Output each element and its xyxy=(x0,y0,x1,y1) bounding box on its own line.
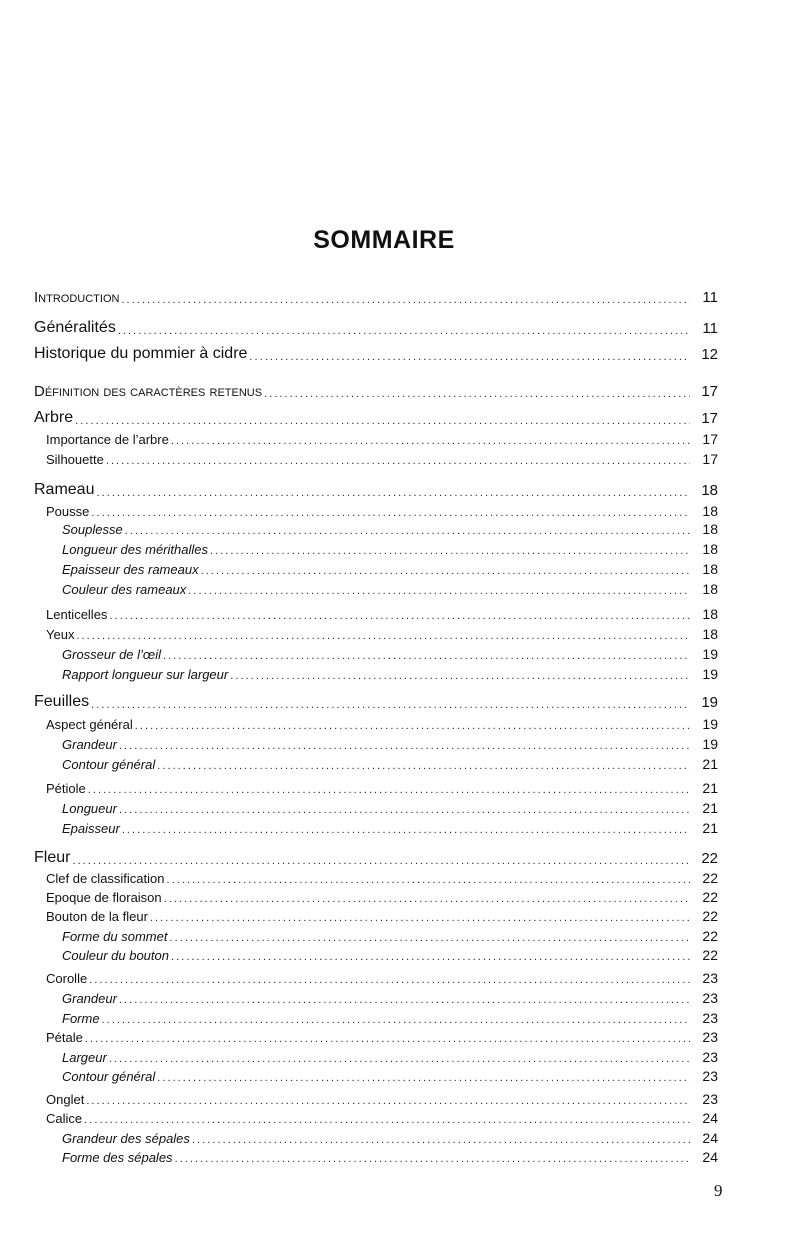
toc-entry-label: Souplesse xyxy=(62,522,123,537)
toc-entry[interactable] xyxy=(46,1104,718,1126)
toc-entry-label: Grandeur xyxy=(62,737,117,752)
toc-entry-page: 24 xyxy=(702,1110,718,1126)
toc-entry[interactable] xyxy=(46,1023,718,1045)
toc-entry-label: Contour général xyxy=(62,1069,156,1084)
toc-entry-page: 17 xyxy=(701,383,718,400)
dot-leader xyxy=(175,1153,690,1165)
toc-entry[interactable] xyxy=(62,984,718,1006)
toc-entry-label: Historique du pommier à cidre xyxy=(34,345,248,362)
toc-entry-page: 22 xyxy=(701,850,718,867)
toc-entry-page: 23 xyxy=(702,990,718,1006)
toc-entry[interactable] xyxy=(34,689,718,711)
toc-entry-page: 19 xyxy=(701,694,718,711)
toc-entry-label: Forme du sommet xyxy=(62,929,168,944)
dot-leader xyxy=(106,455,690,467)
toc-entry-label: Largeur xyxy=(62,1050,107,1065)
toc-entry-page: 17 xyxy=(701,410,718,427)
toc-entry-label: Rameau xyxy=(34,481,95,498)
toc-entry-label: Grosseur de l’œil xyxy=(62,647,161,662)
toc-entry[interactable] xyxy=(46,620,718,642)
toc-entry[interactable] xyxy=(46,902,718,924)
toc-entry-label: Pétale xyxy=(46,1030,83,1045)
page-title: SOMMAIRE xyxy=(313,226,455,254)
toc-entry[interactable] xyxy=(34,284,718,306)
toc-entry-page: 19 xyxy=(702,716,718,732)
toc-entry-label: Pétiole xyxy=(46,781,86,796)
toc-entry-page: 22 xyxy=(702,947,718,963)
toc-entry-page: 12 xyxy=(701,346,718,363)
toc-entry-page: 23 xyxy=(702,970,718,986)
toc-entry-page: 18 xyxy=(702,503,718,519)
toc-entry-page: 23 xyxy=(702,1049,718,1065)
toc-entry-page: 21 xyxy=(702,820,718,836)
toc-entry-label: Calice xyxy=(46,1111,83,1126)
toc-entry[interactable] xyxy=(34,405,718,427)
toc-entry-label: Fleur xyxy=(34,849,71,866)
toc-entry-label: Couleur du bouton xyxy=(62,948,169,963)
toc-entry-label: Yeux xyxy=(46,627,75,642)
toc-entry-page: 18 xyxy=(702,561,718,577)
toc-entry-label: Bouton de la fleur xyxy=(46,909,148,924)
toc-entry-label: Généralités xyxy=(34,319,116,336)
toc-entry[interactable] xyxy=(62,515,718,537)
toc-entry-page: 18 xyxy=(702,626,718,642)
toc-entry-label: Longueur des mérithalles xyxy=(62,542,208,557)
toc-entry[interactable] xyxy=(62,794,718,816)
toc-entry[interactable] xyxy=(46,445,718,467)
toc-entry-label: Feuilles xyxy=(34,693,90,710)
toc-entry-page: 22 xyxy=(702,889,718,905)
toc-entry[interactable] xyxy=(62,555,718,577)
toc-entry[interactable] xyxy=(62,750,718,772)
toc-entry[interactable] xyxy=(62,640,718,662)
toc-entry[interactable] xyxy=(46,774,718,796)
toc-entry-label: Silhouette xyxy=(46,452,104,467)
dot-leader xyxy=(171,951,690,963)
toc-entry-label: Epaisseur des rameaux xyxy=(62,562,199,577)
toc-entry-label: Onglet xyxy=(46,1092,85,1107)
toc-entry-label: Contour général xyxy=(62,757,156,772)
dot-leader xyxy=(122,824,690,836)
toc-entry-page: 18 xyxy=(702,521,718,537)
dot-leader xyxy=(264,388,690,400)
toc-entry-page: 18 xyxy=(701,482,718,499)
toc-entry-label: Rapport longueur sur largeur xyxy=(62,667,229,682)
toc-entry-label: Introduction xyxy=(34,289,120,306)
dot-leader xyxy=(157,760,690,772)
toc-entry[interactable] xyxy=(46,425,718,447)
toc-entry-page: 17 xyxy=(702,451,718,467)
toc-entry-page: 18 xyxy=(702,606,718,622)
toc-entry-page: 22 xyxy=(702,928,718,944)
toc-entry[interactable] xyxy=(62,660,718,682)
toc-entry-page: 19 xyxy=(702,666,718,682)
toc-entry-label: Importance de l’arbre xyxy=(46,432,169,447)
toc-entry[interactable] xyxy=(34,378,718,400)
toc-entry-page: 23 xyxy=(702,1091,718,1107)
toc-entry-page: 17 xyxy=(702,431,718,447)
toc-entry-label: Arbre xyxy=(34,409,74,426)
toc-entry-label: Epaisseur xyxy=(62,821,120,836)
dot-leader xyxy=(121,294,690,306)
toc-entry-label: Lenticelles xyxy=(46,607,108,622)
toc-entry-page: 22 xyxy=(702,908,718,924)
toc-entry-label: Couleur des rameaux xyxy=(62,582,187,597)
toc-entry-page: 24 xyxy=(702,1149,718,1165)
toc-entry[interactable] xyxy=(62,535,718,557)
toc-entry-page: 18 xyxy=(702,581,718,597)
toc-entry-page: 21 xyxy=(702,800,718,816)
toc-entry-page: 23 xyxy=(702,1068,718,1084)
toc-entry[interactable] xyxy=(34,315,718,337)
toc-entry[interactable] xyxy=(34,341,718,363)
toc-entry-label: Définition des caractères retenus xyxy=(34,383,263,400)
toc-entry-page: 21 xyxy=(702,780,718,796)
toc-entry-label: Forme xyxy=(62,1011,100,1026)
dot-leader xyxy=(118,325,690,337)
dot-leader xyxy=(230,670,690,682)
toc-entry[interactable] xyxy=(46,600,718,622)
toc-entry-page: 19 xyxy=(702,736,718,752)
toc-entry-label: Grandeur des sépales xyxy=(62,1131,190,1146)
toc-entry-label: Corolle xyxy=(46,971,88,986)
toc-entry-label: Clef de classification xyxy=(46,871,165,886)
dot-leader xyxy=(157,1072,690,1084)
toc-entry-label: Forme des sépales xyxy=(62,1150,173,1165)
toc-entry[interactable] xyxy=(62,814,718,836)
dot-leader xyxy=(249,351,690,363)
toc-entry[interactable] xyxy=(62,1143,718,1165)
toc-entry[interactable] xyxy=(62,730,718,752)
toc-entry-page: 22 xyxy=(702,870,718,886)
toc-entry-label: Epoque de floraison xyxy=(46,890,162,905)
toc-entry[interactable] xyxy=(46,964,718,986)
toc-entry-page: 11 xyxy=(702,320,718,337)
toc-entry-page: 19 xyxy=(702,646,718,662)
page-number: 9 xyxy=(714,1181,723,1200)
toc-entry-page: 24 xyxy=(702,1130,718,1146)
toc-entry-page: 11 xyxy=(702,289,718,306)
toc-entry-label: Aspect général xyxy=(46,717,133,732)
toc-entry[interactable] xyxy=(62,575,718,597)
toc-entry-page: 23 xyxy=(702,1010,718,1026)
toc-entry-page: 21 xyxy=(702,756,718,772)
toc-entry-label: Pousse xyxy=(46,504,90,519)
toc-entry-label: Grandeur xyxy=(62,991,117,1006)
toc-entry-label: Longueur xyxy=(62,801,117,816)
toc-entry[interactable] xyxy=(62,941,718,963)
toc-entry-page: 23 xyxy=(702,1029,718,1045)
toc-entry[interactable] xyxy=(46,710,718,732)
toc-entry[interactable] xyxy=(34,477,718,499)
dot-leader xyxy=(188,585,690,597)
toc-entry[interactable] xyxy=(62,1062,718,1084)
toc-entry-page: 18 xyxy=(702,541,718,557)
